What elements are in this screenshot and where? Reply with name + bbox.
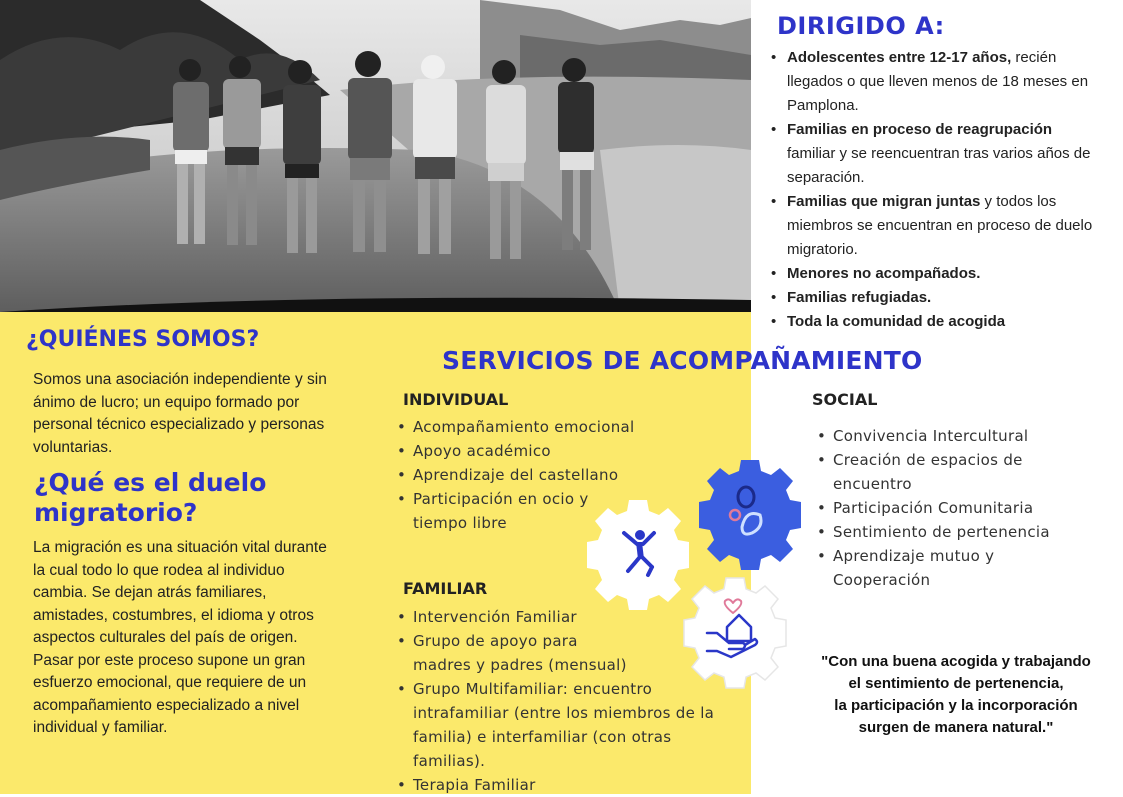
list-item: • Familias refugiadas. <box>769 286 1099 310</box>
group-of-teenagers-photo <box>0 0 751 312</box>
closing-quote: "Con una buena acogida y trabajando el sentimiento de pertenencia, la participación y la incorporación surgen de manera natural." <box>821 653 1091 736</box>
gears-graphic <box>580 455 830 695</box>
list-item: • Grupo Multifamiliar: encuentro intrafamiliar (entre los miembros de la familia) e interfamiliar (con otras familias). <box>395 677 740 773</box>
list-item: • Aprendizaje mutuo y Cooperación <box>815 544 1055 592</box>
quienes-text: Somos una asociación independiente y sin ánimo de lucro; un equipo formado por personal técnico especializado y personas voluntarias. <box>33 371 327 456</box>
individual-heading: INDIVIDUAL <box>403 390 509 409</box>
quienes-title: ¿QUIÉNES SOMOS? <box>26 327 260 352</box>
social-heading: SOCIAL <box>812 390 878 409</box>
individual-gear <box>587 500 689 610</box>
dirigido-list <box>769 46 1099 334</box>
list-item: • Creación de espacios de encuentro <box>815 448 1055 496</box>
list-item: • Menores no acompañados. <box>769 262 1099 286</box>
list-item: • Sentimiento de pertenencia <box>815 520 1055 544</box>
familiar-heading: FAMILIAR <box>403 579 488 598</box>
servicios-title: SERVICIOS DE ACOMPAÑAMIENTO <box>442 346 923 375</box>
list-item: • Familias en proceso de reagrupación familiar y se reencuentran tras varios años de separación. <box>769 118 1099 190</box>
list-item: • Terapia Familiar <box>395 773 740 797</box>
list-item: • Familias que migran juntas y todos los miembros se encuentran en proceso de duelo migratorio. <box>769 190 1099 262</box>
list-item: • Toda la comunidad de acogida <box>769 310 1099 334</box>
list-item: • Apoyo académico <box>395 439 660 463</box>
list-item: • Acompañamiento emocional <box>395 415 660 439</box>
dirigido-title: DIRIGIDO A: <box>777 12 945 40</box>
list-item: • Adolescentes entre 12-17 años, recién llegados o que lleven menos de 18 meses en Pamplona. <box>769 46 1099 118</box>
social-list <box>815 424 1055 592</box>
duelo-title: ¿Qué es el duelo migratorio? <box>34 468 267 527</box>
list-item: • Grupo de apoyo para madres y padres (mensual) <box>395 629 638 677</box>
list-item: • Participación Comunitaria <box>815 496 1055 520</box>
list-item: • Participación en ocio y tiempo libre <box>395 487 603 535</box>
list-item: • Convivencia Intercultural <box>815 424 1055 448</box>
duelo-paragraph-1: La migración es una situación vital durante la cual todo lo que rodea al individuo cambia. Se dejan atrás familiares, amistades, costumbres, el idioma y otros aspectos culturales del país de origen. <box>33 539 327 646</box>
familiar-gear <box>684 578 786 688</box>
list-item: • Aprendizaje del castellano <box>395 463 660 487</box>
list-item: • Intervención Familiar <box>395 605 740 629</box>
social-gear <box>699 460 801 570</box>
duelo-text <box>33 537 338 740</box>
duelo-paragraph-2: Pasar por este proceso supone un gran esfuerzo emocional, que requiere de un acompañamiento especializado a nivel individual y familiar. <box>33 651 307 736</box>
